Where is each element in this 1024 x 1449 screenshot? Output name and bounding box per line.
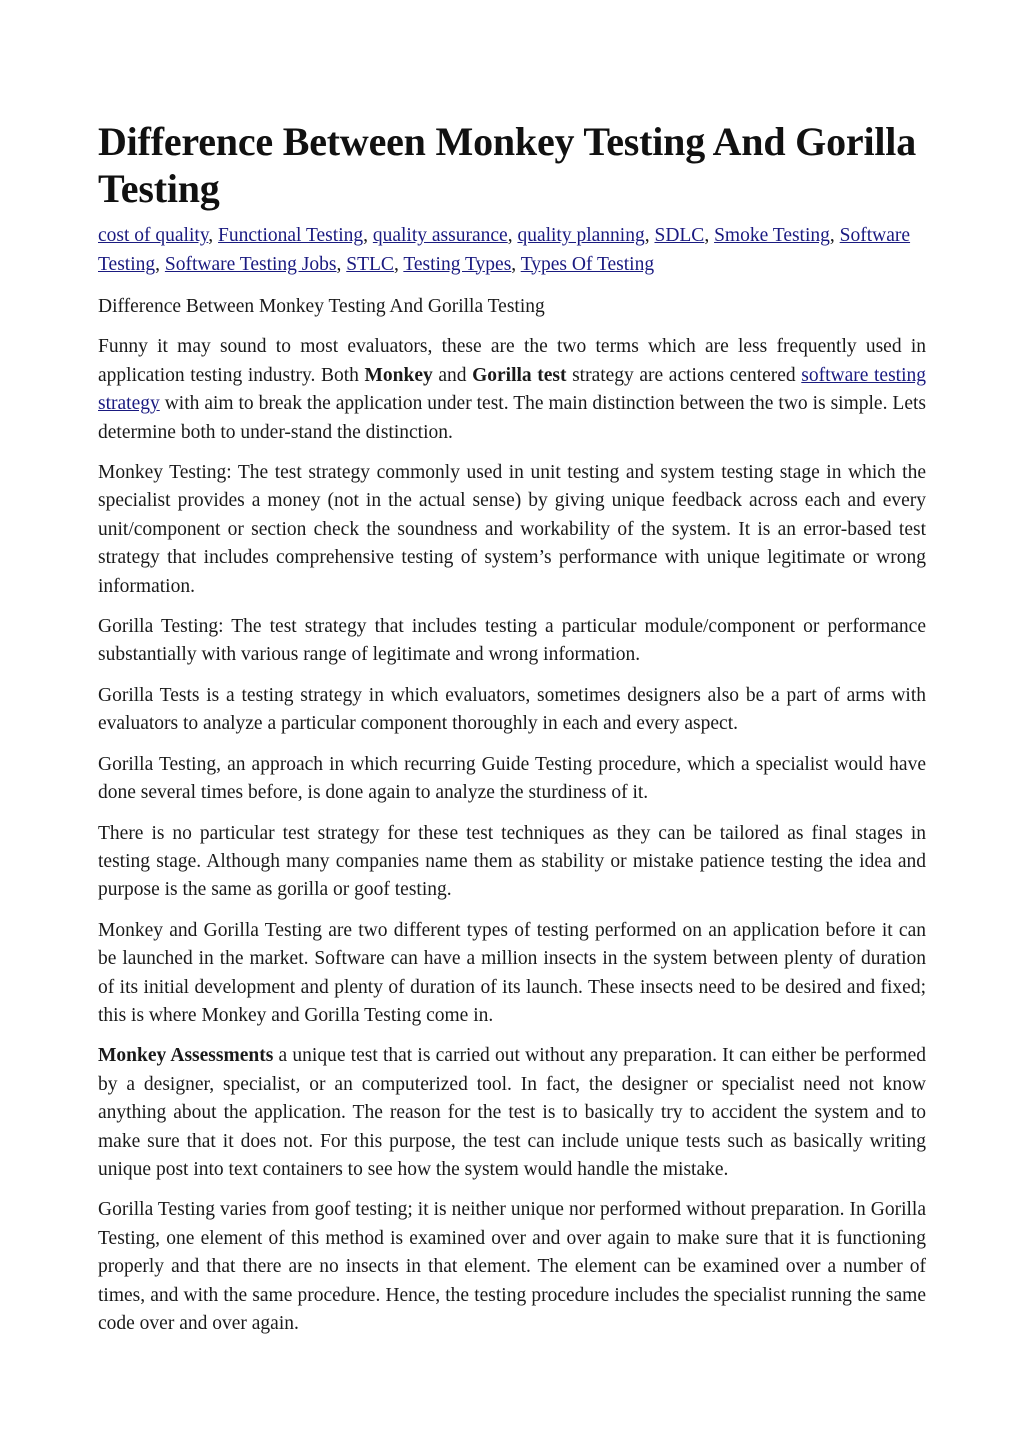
tag-separator: , [155, 253, 165, 275]
tag-link[interactable]: Types Of Testing [520, 253, 655, 275]
tag-separator: , [336, 253, 347, 275]
tag-separator: , [829, 225, 840, 246]
tag-link[interactable]: cost of quality [98, 225, 209, 246]
tag-separator: , [393, 253, 404, 275]
tag-separator: , [507, 225, 518, 246]
intro-text: and [432, 364, 473, 386]
paragraph-monkey-assessments [98, 1042, 926, 1184]
article-body [98, 293, 926, 1338]
tag-link[interactable]: SDLC [654, 225, 705, 246]
paragraph-no-strategy: There is no particular test strategy for these test techniques as they can be tailored as final stages in testing stage. Although many companies name them as stability or mistake patience testing the idea and purpose is the same as gorilla or goof testing. [98, 822, 926, 901]
gorilla-test-bold: Gorilla test [472, 364, 567, 386]
paragraph-monkey-gorilla: Monkey and Gorilla Testing are two different types of testing performed on an application before it can be launched in the market. Software can have a million insects in the system between plenty of duration of its initial development and plenty of duration of its launch. These insects need to be desired and fixed; this is where Monkey and Gorilla Testing come in. [98, 919, 926, 1026]
paragraph-gorilla-tests: Gorilla Tests is a testing strategy in which evaluators, sometimes designers also be a part of arms with evaluators to analyze a particular component thoroughly in each and every aspect. [98, 684, 926, 735]
monkey-bold: Monkey [364, 364, 433, 386]
tag-link[interactable]: Software Testing [98, 225, 911, 275]
paragraph-gorilla-testing: Gorilla Testing: The test strategy that includes testing a particular module/component or performance substantially with various range of legitimate and wrong information. [98, 616, 926, 666]
monkey-assessments-bold: Monkey Assessments [98, 1045, 274, 1067]
intro-paragraph [98, 333, 926, 447]
tag-link[interactable]: Software Testing Jobs [164, 253, 337, 275]
tag-list [98, 222, 926, 279]
tag-link[interactable]: Functional Testing [218, 225, 364, 246]
intro-text: Funny it may sound to most evaluators, these are the two terms which are less frequently used in application testing industry. Both [98, 336, 926, 386]
intro-text: strategy are actions centered [566, 364, 802, 386]
tag-link[interactable]: STLC [346, 253, 394, 275]
paragraph-gorilla-approach: Gorilla Testing, an approach in which recurring Guide Testing procedure, which a specialist would have done several times before, is done again to analyze the sturdiness of it. [98, 753, 926, 804]
article-title: Difference Between Monkey Testing And Gorilla Testing [98, 119, 916, 211]
tag-separator: , [208, 225, 219, 246]
software-testing-strategy-link[interactable]: software testing strategy [98, 364, 926, 415]
tag-separator: , [511, 253, 521, 275]
paragraph-monkey-testing: Monkey Testing: The test strategy commonly used in unit testing and system testing stage in which the specialist provides a money (not in the actual sense) by giving unique feedback across each and every unit/component or section check the soundness and workability of the system. It is an error-based test strategy that includes comprehensive testing of system’s performance with unique legitimate or wrong information. [98, 462, 926, 597]
article-subtitle: Difference Between Monkey Testing And Gorilla Testing [98, 296, 545, 317]
tag-separator: , [644, 225, 655, 246]
intro-text: with aim to break the application under test. The main distinction between the two is simple. Lets determine both to under-stand the distinction. [98, 393, 926, 443]
monkey-assessments-text: a unique test that is carried out without any preparation. It can either be performed by a designer, specialist, or an computerized tool. In fact, the designer or specialist need not know anything about the application. The reason for the test is to basically try to accident the system and to make sure that it does not. For this purpose, the test can include unique tests such as basically writing unique post into text containers to see how the system would handle the mistake. [98, 1045, 926, 1180]
tag-link[interactable]: quality assurance [372, 225, 508, 246]
tag-link[interactable]: Smoke Testing [714, 225, 830, 246]
tag-link[interactable]: Testing Types [403, 253, 512, 275]
tag-separator: , [363, 225, 373, 246]
paragraph-closing: Gorilla Testing varies from goof testing; it is neither unique nor performed without preparation. In Gorilla Testing, one element of this method is examined over and over again to make sure that it is functioning properly and that there are no insects in that element. The element can be examined over a number of times, and with the same procedure. Hence, the testing procedure includes the specialist running the same code over and over again. [98, 1199, 926, 1334]
tag-link[interactable]: quality planning [517, 225, 645, 246]
tag-separator: , [704, 225, 715, 246]
